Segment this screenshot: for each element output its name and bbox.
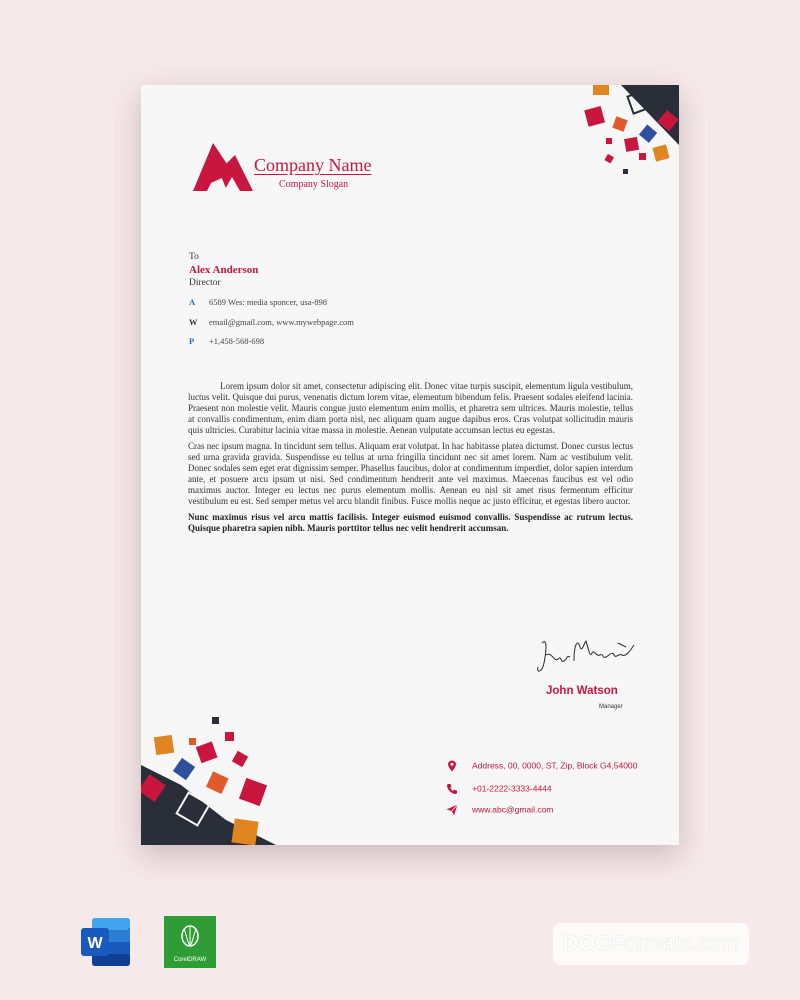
handwritten-signature: [534, 633, 642, 679]
contact-web: [189, 317, 354, 327]
docformats-watermark: [553, 923, 749, 965]
contact-web-text: email@gmail.com, www.mywebpage.com: [209, 317, 354, 327]
address-letter: A: [189, 297, 196, 307]
signatory-name: John Watson: [546, 685, 618, 697]
recipient-block: [189, 251, 258, 290]
phone-icon: [446, 783, 458, 795]
coreldraw-label: CorelDRAW: [173, 957, 207, 963]
to-label: To: [189, 252, 199, 262]
recipient-name: Alex Anderson: [189, 264, 259, 276]
brand-formats: Formats.com: [611, 932, 740, 955]
company-logo-icon: [193, 143, 255, 191]
contact-phone-text: +1,458-568-698: [209, 336, 265, 346]
word-icon[interactable]: [80, 916, 132, 968]
coreldraw-icon[interactable]: [164, 916, 216, 968]
body-paragraph: Nunc maximus risus vel arcu mattis facilisis. Integer euismod euismod convallis. Suspendisse ac rutrum lectus. Quisque pharetra sapien nibh. Mauris porttitor tellus nec velit hendrerit accumsan.: [188, 512, 633, 533]
phone-letter: P: [189, 336, 195, 346]
footer-phone-text: +01-2222-3333-4444: [472, 783, 552, 794]
signatory-title: Manager: [599, 704, 623, 710]
company-name: Company Name: [254, 155, 372, 175]
recipient-title: Director: [189, 278, 221, 288]
footer-phone: [446, 783, 552, 795]
footer-address: [446, 760, 637, 772]
send-icon: [446, 804, 458, 816]
location-pin-icon: [446, 760, 458, 772]
footer-web: [446, 804, 553, 816]
contact-address: [189, 297, 327, 307]
body-paragraph: Lorem ipsum dolor sit amet, consectetur adipiscing elit. Donec vitae turpis suscipit, elementum ligula vestibulum, luctus velit. Quisque dui purus, venenatis dictum lorem vitae, elementum bibendum felis. Praesent sodales eleifend lacinia. Praesent non molestie velit. Mauris congue justo elementum enim mollis, et pharetra sem ultrices. Mauris molestie, tellus at convallis condimentum, enim diam porta nisl, nec aliquam quam augue dapibus eros. Cras volutpat sollicitudin mauris quis ultricies. Curabitur lacinia vitae massa in molestie. Aenean vulputate accumsan lectus eu egestas.: [188, 381, 633, 435]
body-paragraph: Cras nec ipsum magna. In tincidunt sem tellus. Aliquam erat volutpat. In hac habitasse platea dictumst. Donec cursus lectus sed urna gravida gravida. Suspendisse eu tellus at urna fringilla tincidunt nec sit amet lorem. Nam ac vestibulum velit. Donec sodales sem eget erat dignissim semper. Phasellus faucibus, dolor at condimentum imperdiet, dolor sapien interdum ante, et posuere arcu ipsum ut nisi. Sed condimentum hendrerit ante vel maximus. Maecenas faucibus est vel odio maximus auctor. Integer eu lectus nec purus elementum mollis. Aenean eu nisl sit amet risus fermentum efficitur vestibulum eu est. Sed semper metus vel arcu blandit finibus. Fusce mollis neque ac justo efficitur, et egestas libero auctor.: [188, 441, 633, 506]
brand-doc: DOC: [562, 932, 612, 955]
contact-phone: [189, 336, 264, 346]
letter-body: [188, 381, 633, 539]
footer-web-text: www.abc@gmail.com: [472, 804, 554, 815]
contact-address-text: 6589 Wes: media sponcer, usa-898: [209, 297, 328, 307]
footer-address-text: Address, 00, 0000, ST, Zip, Block G4,54000: [472, 760, 638, 771]
company-slogan: Company Slogan: [279, 179, 349, 190]
svg-text:W: W: [87, 935, 103, 952]
letterhead-page: [141, 85, 679, 845]
web-letter: W: [189, 317, 198, 327]
